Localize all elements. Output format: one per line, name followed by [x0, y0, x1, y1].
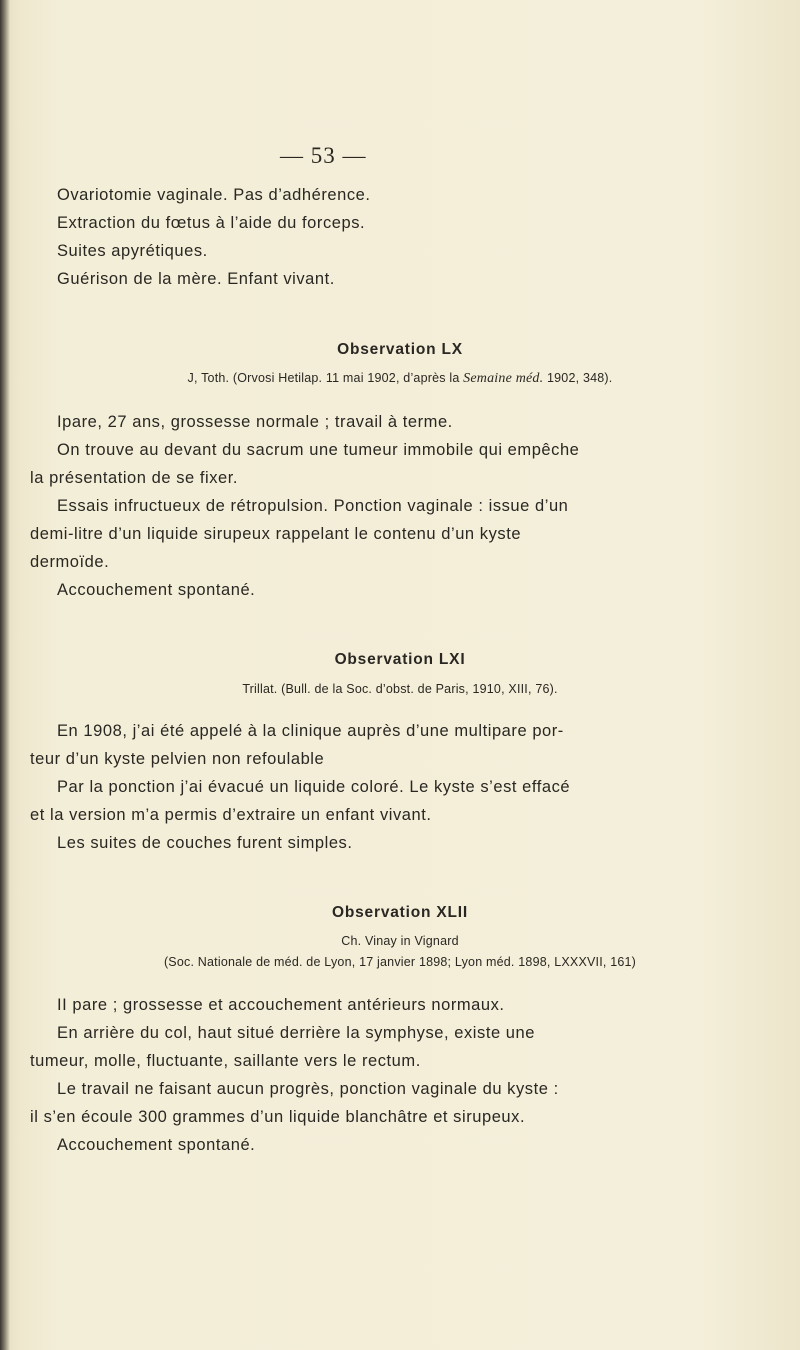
observation-xlii-line: Accouchement spontané.: [57, 1136, 256, 1154]
observation-lx-line: Essais infructueux de rétropulsion. Ponction vaginale : issue d’un: [57, 497, 569, 515]
intro-line: Ovariotomie vaginale. Pas d’adhérence.: [57, 186, 371, 204]
intro-line: Guérison de la mère. Enfant vivant.: [57, 270, 335, 288]
observation-lx-line: demi-litre d’un liquide sirupeux rappelant le contenu d’un kyste: [30, 525, 522, 543]
observation-xlii-line: En arrière du col, haut situé derrière la symphyse, existe une: [57, 1024, 535, 1042]
page-edge-shadow: [0, 0, 10, 1350]
observation-lx-line: dermoïde.: [30, 553, 110, 571]
observation-lxi-line: teur d’un kyste pelvien non refoulable: [30, 750, 325, 768]
observation-xlii-line: II pare ; grossesse et accouchement antérieurs normaux.: [57, 996, 505, 1014]
observation-lxi-heading: Observation LXI: [334, 651, 466, 668]
observation-xlii-reference: (Soc. Nationale de méd. de Lyon, 17 janvier 1898; Lyon méd. 1898, LXXXVII, 161): [163, 955, 637, 969]
intro-line: Suites apyrétiques.: [57, 242, 208, 260]
intro-line: Extraction du fœtus à l’aide du forceps.: [57, 214, 366, 232]
observation-lx-heading: Observation LX: [337, 341, 463, 358]
observation-xlii-line: il s’en écoule 300 grammes d’un liquide blanchâtre et sirupeux.: [30, 1108, 526, 1126]
observation-xlii-heading: Observation XLII: [332, 904, 468, 921]
observation-lxi-line: Par la ponction j’ai évacué un liquide coloré. Le kyste s’est effacé: [57, 778, 571, 796]
observation-lxi-line: Les suites de couches furent simples.: [57, 834, 353, 852]
observation-lx-line: On trouve au devant du sacrum une tumeur immobile qui empêche: [57, 441, 580, 459]
observation-lxi-line: En 1908, j’ai été appelé à la clinique auprès d’une multipare por-: [57, 722, 564, 740]
observation-xlii-line: tumeur, molle, fluctuante, saillante vers le rectum.: [30, 1052, 421, 1070]
observation-lx-line: la présentation de se fixer.: [30, 469, 239, 487]
observation-lx-line: Ipare, 27 ans, grossesse normale ; travail à terme.: [57, 413, 453, 431]
observation-lxi-reference: Trillat. (Bull. de la Soc. d’obst. de Paris, 1910, XIII, 76).: [242, 682, 558, 696]
observation-xlii-author: Ch. Vinay in Vignard: [341, 934, 459, 948]
page-number: — 53 —: [280, 143, 367, 168]
observation-lx-line: Accouchement spontané.: [57, 581, 256, 599]
observation-lxi-line: et la version m’a permis d’extraire un enfant vivant.: [30, 806, 432, 824]
observation-lx-reference: J, Toth. (Orvosi Hetilap. 11 mai 1902, d’après la Semaine méd. 1902, 348).: [187, 371, 613, 386]
observation-xlii-line: Le travail ne faisant aucun progrès, ponction vaginale du kyste :: [57, 1080, 559, 1098]
